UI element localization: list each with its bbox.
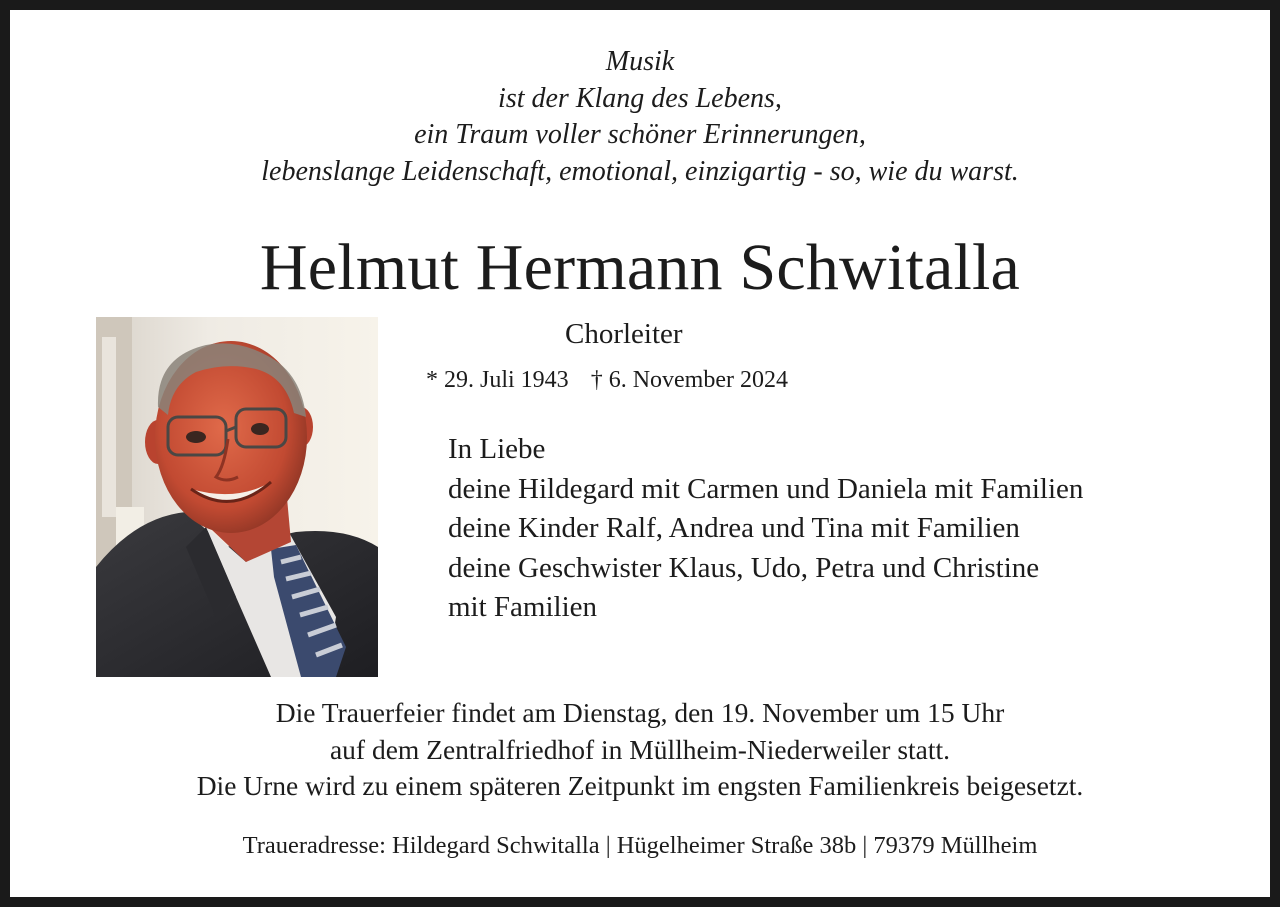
deceased-role: Chorleiter [565,318,683,350]
mourners-line: mit Familien [448,591,598,623]
service-line: Die Trauerfeier findet am Dienstag, den 19. November um 15 Uhr [275,697,1005,728]
poem-verse [0,44,1280,190]
life-dates [426,363,788,397]
poem-line: ein Traum voller schöner Erinnerungen, [414,119,866,150]
poem-line: Musik [605,46,675,77]
deceased-name: Helmut Hermann Schwitalla [259,231,1021,304]
service-line: auf dem Zentralfriedhof in Müllheim-Niederweiler statt. [329,733,951,765]
portrait-photo [96,317,378,677]
poem-line: ist der Klang des Lebens, [498,82,782,114]
service-line: Die Urne wird zu einem späteren Zeitpunkt im engsten Familienkreis beigesetzt. [196,770,1084,801]
mourners-line: In Liebe [448,433,546,465]
poem-line: lebenslange Leidenschaft, emotional, einzigartig - so, wie du warst. [261,155,1019,187]
birth-date: * 29. Juli 1943 [426,367,569,393]
death-date: † 6. November 2024 [590,367,788,393]
mourners-line: deine Kinder Ralf, Andrea und Tina mit Familien [448,512,1020,544]
mourners-line: deine Geschwister Klaus, Udo, Petra und Christine [448,551,1040,584]
mourners-line: deine Hildegard mit Carmen und Daniela mit Familien [448,472,1084,505]
mourners-list [448,430,1083,628]
mourning-address: Traueradresse: Hildegard Schwitalla | Hügelheimer Straße 38b | 79379 Müllheim [242,832,1038,859]
funeral-service-info [0,695,1280,805]
